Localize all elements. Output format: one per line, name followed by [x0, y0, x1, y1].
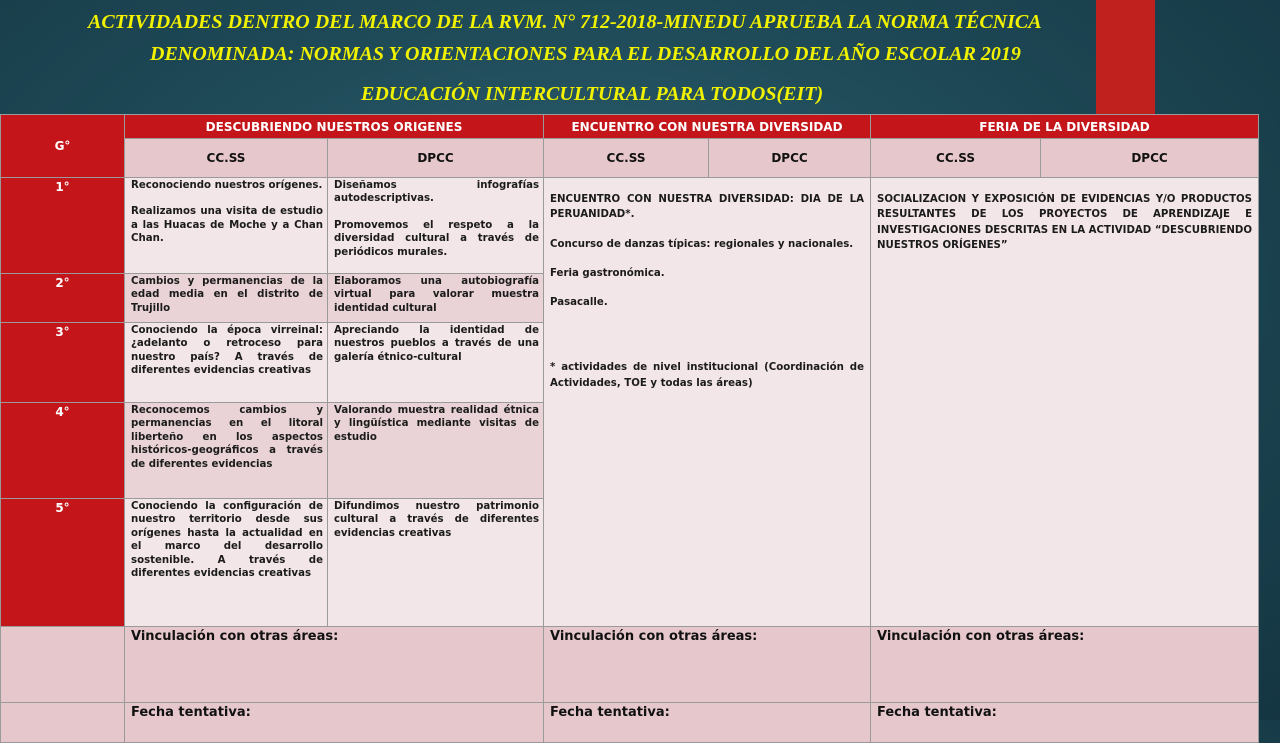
- ccss-cell: [125, 178, 328, 274]
- encuentro-line: ENCUENTRO CON NUESTRA DIVERSIDAD: DIA DE LA PERUANIDAD*.: [550, 194, 865, 221]
- cell-paragraph: Conociendo la configuración de nuestro territorio desde sus orígenes hasta la actualidad en el marco del desarrollo sostenible. A través de diferentes evidencias creativas: [131, 501, 323, 580]
- encuentro-line: Pasacalle.: [550, 297, 608, 309]
- group-header-row: [1, 115, 1259, 139]
- dpcc-cell: [328, 403, 544, 499]
- cell-paragraph: Elaboramos una autobiografía virtual para valorar muestra identidad cultural: [334, 276, 540, 314]
- title-line-1: ACTIVIDADES DENTRO DEL MARCO DE LA RVM. N° 712-2018-MINEDU APRUEBA LA NORMA TÉCNICA: [88, 11, 1042, 33]
- group-header-encuentro: ENCUENTRO CON NUESTRA DIVERSIDAD: [544, 115, 871, 139]
- fecha-cell: Fecha tentativa:: [544, 703, 871, 743]
- title-line-3: EDUCACIÓN INTERCULTURAL PARA TODOS(EIT): [361, 83, 824, 105]
- cell-paragraph: Cambios y permanencias de la edad media en el distrito de Trujillo: [131, 276, 323, 314]
- table-row: [1, 178, 1259, 274]
- subheader-dpcc: DPCC: [1041, 139, 1259, 178]
- title-line-2: DENOMINADA: NORMAS Y ORIENTACIONES PARA EL DESARROLLO DEL AÑO ESCOLAR 2019: [150, 43, 1021, 65]
- encuentro-cell: [544, 178, 871, 627]
- dpcc-cell: [328, 499, 544, 627]
- encuentro-line: Feria gastronómica.: [550, 267, 665, 279]
- vinculacion-cell: Vinculación con otras áreas:: [544, 627, 871, 703]
- cell-paragraph: Difundimos nuestro patrimonio cultural a través de diferentes evidencias creativas: [334, 501, 540, 539]
- vinculacion-cell: Vinculación con otras áreas:: [125, 627, 544, 703]
- dpcc-cell: [328, 323, 544, 403]
- subheader-ccss: CC.SS: [871, 139, 1041, 178]
- dpcc-cell: [328, 274, 544, 323]
- vinculacion-row: [1, 627, 1259, 703]
- cell-paragraph: Reconocemos cambios y permanencias en el litoral liberteño en los aspectos históricos-geográficos a través de diferentes evidencias: [131, 405, 323, 470]
- grade-cell: 2°: [1, 274, 125, 323]
- grade-cell-empty: [1, 627, 125, 703]
- group-header-descubriendo: DESCUBRIENDO NUESTROS ORIGENES: [125, 115, 544, 139]
- grade-cell: 1°: [1, 178, 125, 274]
- cell-paragraph: Diseñamos infografías autodescriptivas.: [334, 180, 540, 205]
- cell-paragraph: Promovemos el respeto a la diversidad cultural a través de periódicos murales.: [334, 219, 540, 258]
- grade-cell-empty: [1, 703, 125, 743]
- subheader-ccss: CC.SS: [544, 139, 709, 178]
- feria-text: SOCIALIZACION Y EXPOSICIÓN DE EVIDENCIAS Y/O PRODUCTOS RESULTANTES DE LOS PROYECTOS DE APRENDIZAJE E INVESTIGACIONES DESCRITAS EN LA ACTIVIDAD “DESCUBRIENDO NUESTROS ORÍGENES”: [877, 194, 1253, 251]
- fecha-row: [1, 703, 1259, 743]
- dpcc-cell: [328, 178, 544, 274]
- grade-cell: 3°: [1, 323, 125, 403]
- subheader-dpcc: DPCC: [709, 139, 871, 178]
- cell-paragraph: Realizamos una visita de estudio a las Huacas de Moche y a Chan Chan.: [131, 206, 323, 245]
- encuentro-line: * actividades de nivel institucional (Coordinación de Actividades, TOE y todas las áreas): [550, 362, 865, 389]
- cell-paragraph: Reconociendo nuestros orígenes.: [131, 180, 323, 191]
- ccss-cell: [125, 499, 328, 627]
- vinculacion-cell: Vinculación con otras áreas:: [871, 627, 1259, 703]
- ccss-cell: [125, 274, 328, 323]
- feria-cell: [871, 178, 1259, 627]
- grade-cell: 5°: [1, 499, 125, 627]
- ccss-cell: [125, 403, 328, 499]
- fecha-cell: Fecha tentativa:: [871, 703, 1259, 743]
- subheader-row: [1, 139, 1259, 178]
- ccss-cell: [125, 323, 328, 403]
- grade-header: G°: [1, 115, 125, 178]
- encuentro-line: Concurso de danzas típicas: regionales y nacionales.: [550, 238, 854, 250]
- cell-paragraph: Valorando muestra realidad étnica y lingüística mediante visitas de estudio: [334, 405, 540, 443]
- grade-cell: 4°: [1, 403, 125, 499]
- activities-table: [0, 114, 1259, 743]
- subheader-dpcc: DPCC: [328, 139, 544, 178]
- cell-paragraph: Apreciando la identidad de nuestros pueblos a través de una galería étnico-cultural: [334, 325, 540, 363]
- subheader-ccss: CC.SS: [125, 139, 328, 178]
- fecha-cell: Fecha tentativa:: [125, 703, 544, 743]
- group-header-feria: FERIA DE LA DIVERSIDAD: [871, 115, 1259, 139]
- cell-paragraph: Conociendo la época virreinal: ¿adelanto o retroceso para nuestro país? A través de diferentes evidencias creativas: [131, 325, 323, 377]
